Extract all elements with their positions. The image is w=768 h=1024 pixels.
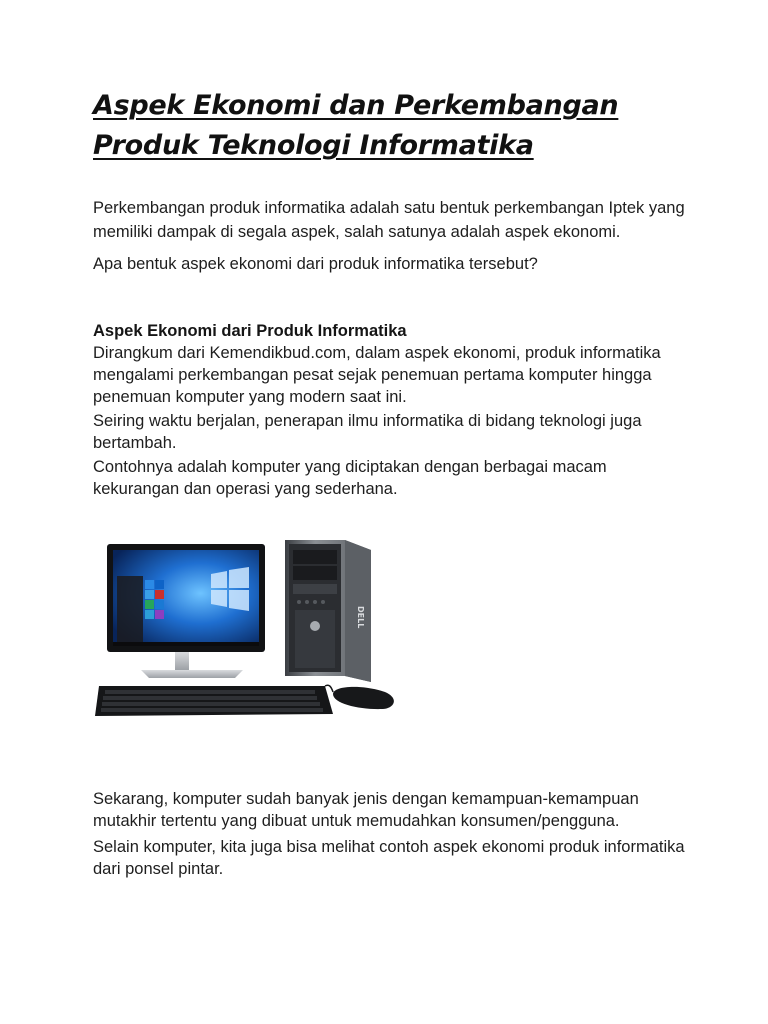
computer-tower <box>285 540 371 682</box>
start-menu <box>117 576 143 642</box>
section-heading: Aspek Ekonomi dari Produk Informatika <box>93 322 407 340</box>
page-title <box>93 86 693 166</box>
intro-paragraph: Perkembangan produk informatika adalah satu bentuk perkembangan Iptek yang memiliki dampak di segala aspek, salah satunya adalah aspek ekonomi. <box>93 199 685 241</box>
mouse <box>325 685 394 709</box>
section-paragraph-1: Dirangkum dari Kemendikbud.com, dalam aspek ekonomi, produk informatika mengalami perkembangan pesat sejak penemuan pertama komputer hingga penemuan komputer yang modern saat ini. <box>93 344 661 406</box>
closing-paragraph-2: Selain komputer, kita juga bisa melihat contoh aspek ekonomi produk informatika dari ponsel pintar. <box>93 838 685 878</box>
brand-label: DELL <box>356 606 365 629</box>
section-paragraph-2: Seiring waktu berjalan, penerapan ilmu informatika di bidang teknologi juga bertambah. <box>93 412 642 452</box>
section-paragraph-3: Contohnya adalah komputer yang diciptakan dengan berbagai macam kekurangan dan operasi yang sederhana. <box>93 458 607 498</box>
keyboard <box>95 686 333 716</box>
title-line-2: Produk Teknologi Informatika <box>93 130 534 161</box>
monitor <box>107 544 265 678</box>
closing-paragraph-1: Sekarang, komputer sudah banyak jenis dengan kemampuan-kemampuan mutakhir tertentu yang dibuat untuk memudahkan konsumen/pengguna. <box>93 790 639 830</box>
intro-question: Apa bentuk aspek ekonomi dari produk informatika tersebut? <box>93 255 538 273</box>
title-line-1: Aspek Ekonomi dan Perkembangan <box>93 90 619 121</box>
desktop-computer-image <box>93 536 413 722</box>
document-page <box>93 86 693 880</box>
